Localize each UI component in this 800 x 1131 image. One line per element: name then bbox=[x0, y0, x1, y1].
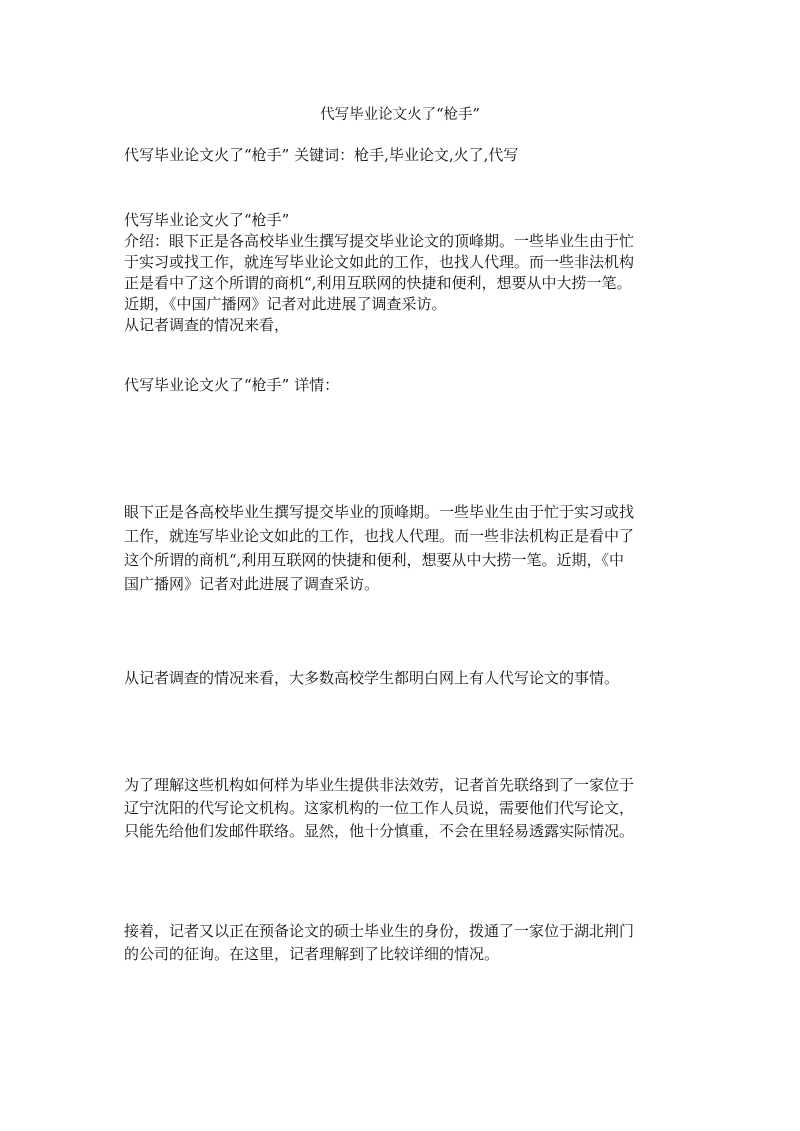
paragraph bbox=[124, 500, 684, 596]
detail-heading: 代写毕业论文火了“枪手” 详情： bbox=[124, 376, 340, 394]
intro-heading: 代写毕业论文火了“枪手” bbox=[124, 211, 290, 229]
intro-line: 于实习或找工作，就连写毕业论文如此的工作，也找人代理。而一些非法机构 bbox=[124, 253, 635, 271]
intro-line: 正是看中了这个所谓的商机“,利用互联网的快捷和便利，想要从中大捞一笔。 bbox=[124, 274, 632, 292]
intro-section bbox=[124, 210, 684, 336]
paragraph-line: 辽宁沈阳的代写论文机构。这家机构的一位工作人员说，需要他们代写论文， bbox=[124, 799, 635, 817]
paragraph bbox=[124, 920, 684, 966]
paragraph-line: 眼下正是各高校毕业生撰写提交毕业的顶峰期。一些毕业生由于忙于实习或找 bbox=[124, 503, 635, 521]
paragraph-line: 接着，记者又以正在预备论文的硕士毕业生的身份，拨通了一家位于湖北荆门 bbox=[124, 922, 635, 940]
paragraph-line: 这个所谓的商机“,利用互联网的快捷和便利，想要从中大捞一笔。近期，《中 bbox=[124, 551, 624, 569]
keywords-line: 代写毕业论文火了“枪手” 关键词：枪手,毕业论文,火了,代写 bbox=[124, 146, 519, 164]
paragraph bbox=[124, 774, 684, 843]
paragraph-line: 工作，就连写毕业论文如此的工作，也找人代理。而一些非法机构正是看中了 bbox=[124, 527, 635, 545]
intro-line: 从记者调查的情况来看， bbox=[124, 316, 290, 334]
document-title: 代写毕业论文火了“枪手” bbox=[320, 107, 480, 123]
paragraph-line: 只能先给他们发邮件联络。显然，他十分慎重，不会在里轻易透露实际情况。 bbox=[124, 822, 635, 840]
intro-line: 介绍：眼下正是各高校毕业生撰写提交毕业论文的顶峰期。一些毕业生由于忙 bbox=[124, 232, 635, 250]
paragraph-line: 从记者调查的情况来看，大多数高校学生都明白网上有人代写论文的事情。 bbox=[124, 669, 620, 687]
paragraph-line: 的公司的征询。在这里，记者理解到了比较详细的情况。 bbox=[124, 945, 500, 963]
paragraph-line: 国广播网》记者对此进展了调查采访。 bbox=[124, 575, 380, 593]
paragraph-line: 为了理解这些机构如何样为毕业生提供非法效劳，记者首先联络到了一家位于 bbox=[124, 776, 635, 794]
paragraph bbox=[124, 668, 684, 689]
intro-line: 近期，《中国广播网》记者对此进展了调查采访。 bbox=[124, 295, 447, 313]
